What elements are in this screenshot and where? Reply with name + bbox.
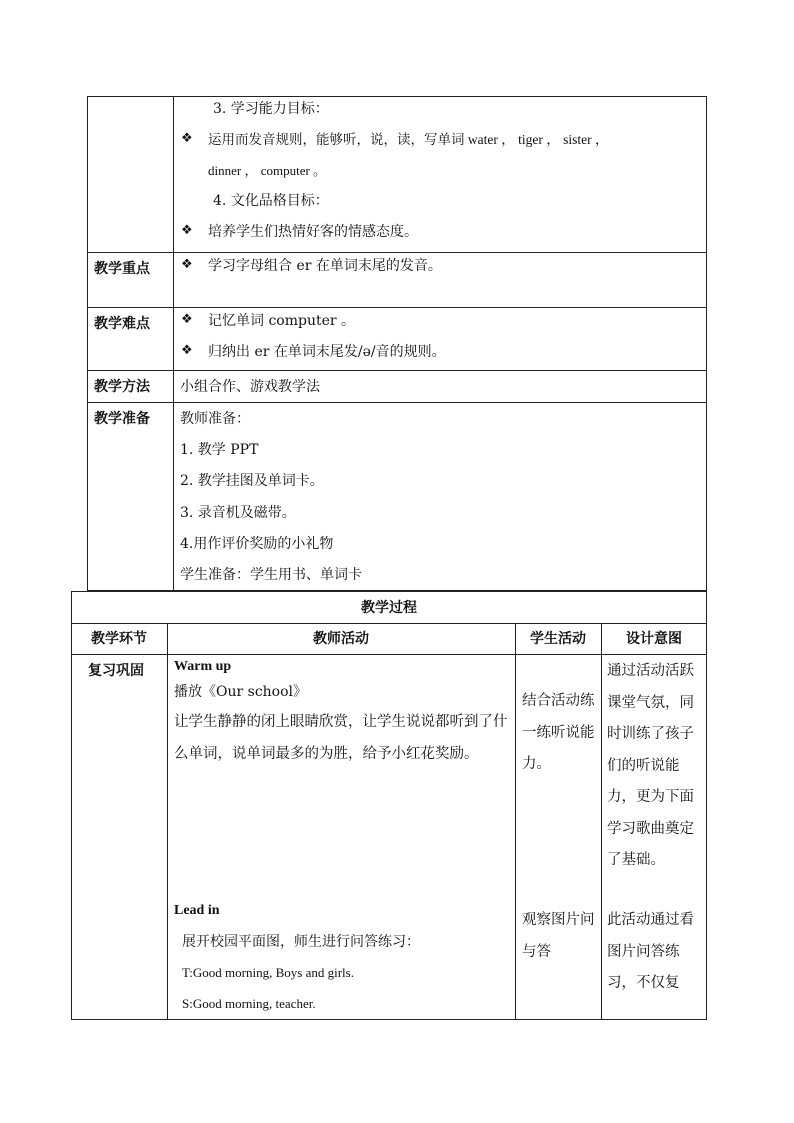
diamond-bullet-icon: ❖ bbox=[181, 257, 193, 272]
stage-review: 复习巩固 bbox=[88, 663, 144, 679]
culture-objective-heading: 4. 文化品格目标： bbox=[213, 193, 329, 209]
header-stage: 教学环节 bbox=[91, 631, 147, 647]
ability-objective-bullet: 运用而发音规则，能够听，说，读，写单词 water ， tiger ， sister ， bbox=[208, 132, 609, 147]
difficulties-label: 教学难点 bbox=[94, 316, 150, 332]
dialog-student: S:Good morning, teacher. bbox=[182, 996, 316, 1011]
student-activity: 观察图片问与答 bbox=[522, 912, 595, 960]
process-col-divider-1 bbox=[167, 623, 168, 1020]
leadin-title: Lead in bbox=[174, 903, 220, 918]
row-divider-preparation bbox=[87, 402, 707, 403]
preparation-label: 教学准备 bbox=[94, 411, 150, 427]
process-title: 教学过程 bbox=[361, 600, 417, 616]
preparation-item: 1. 教学 PPT bbox=[180, 442, 259, 458]
preparation-item: 3. 录音机及磁带。 bbox=[180, 505, 296, 521]
preparation-item: 4.用作评价奖励的小礼物 bbox=[180, 536, 334, 552]
row-divider-key-points bbox=[87, 252, 707, 253]
diamond-bullet-icon: ❖ bbox=[181, 343, 193, 358]
header-design-intent: 设计意图 bbox=[626, 631, 682, 647]
upper-table-column-divider bbox=[173, 96, 174, 591]
teacher-preparation-heading: 教师准备： bbox=[180, 411, 250, 427]
warmup-title: Warm up bbox=[174, 659, 232, 674]
difficulty-item: 归纳出 er 在单词末尾发/ə/音的规则。 bbox=[208, 344, 446, 360]
design-intent: 通过活动活跃课堂气氛，同时训练了孩子们的听说能力，更为下面学习歌曲奠定了基础。 bbox=[607, 663, 694, 868]
student-activity: 结合活动练一练听说能力。 bbox=[522, 693, 595, 772]
diamond-bullet-icon: ❖ bbox=[181, 131, 193, 146]
leadin-description: 展开校园平面图，师生进行问答练习： bbox=[182, 934, 420, 950]
header-student-activity: 学生活动 bbox=[530, 631, 586, 647]
process-col-divider-3 bbox=[601, 623, 602, 1020]
warmup-description: 让学生静静的闭上眼睛欣赏，让学生说说都听到了什么单词，说单词最多的为胜，给予小红花奖励。 bbox=[174, 714, 508, 762]
key-points-item: 学习字母组合 er 在单词末尾的发音。 bbox=[208, 258, 442, 274]
student-preparation: 学生准备：学生用书、单词卡 bbox=[180, 567, 362, 583]
diamond-bullet-icon: ❖ bbox=[181, 223, 193, 238]
difficulty-item: 记忆单词 computer 。 bbox=[208, 313, 356, 329]
dialog-teacher: T:Good morning, Boys and girls. bbox=[182, 965, 354, 980]
diamond-bullet-icon: ❖ bbox=[181, 312, 193, 327]
design-intent: 此活动通过看图片问答练习，不仅复 bbox=[607, 912, 694, 991]
methods-value: 小组合作、游戏教学法 bbox=[180, 379, 320, 395]
row-divider-methods bbox=[87, 370, 707, 371]
methods-label: 教学方法 bbox=[94, 379, 150, 395]
header-teacher-activity: 教师活动 bbox=[313, 631, 369, 647]
preparation-item: 2. 教学挂图及单词卡。 bbox=[180, 473, 324, 489]
ability-objective-heading: 3. 学习能力目标： bbox=[213, 101, 329, 117]
process-col-divider-2 bbox=[515, 623, 516, 1020]
ability-objective-bullet-cont: dinner ， computer 。 bbox=[208, 163, 327, 178]
culture-objective-bullet: 培养学生们热情好客的情感态度。 bbox=[208, 224, 418, 240]
warmup-play: 播放《Our school》 bbox=[174, 684, 308, 700]
row-divider-difficulties bbox=[87, 307, 707, 308]
key-points-label: 教学重点 bbox=[94, 261, 150, 277]
